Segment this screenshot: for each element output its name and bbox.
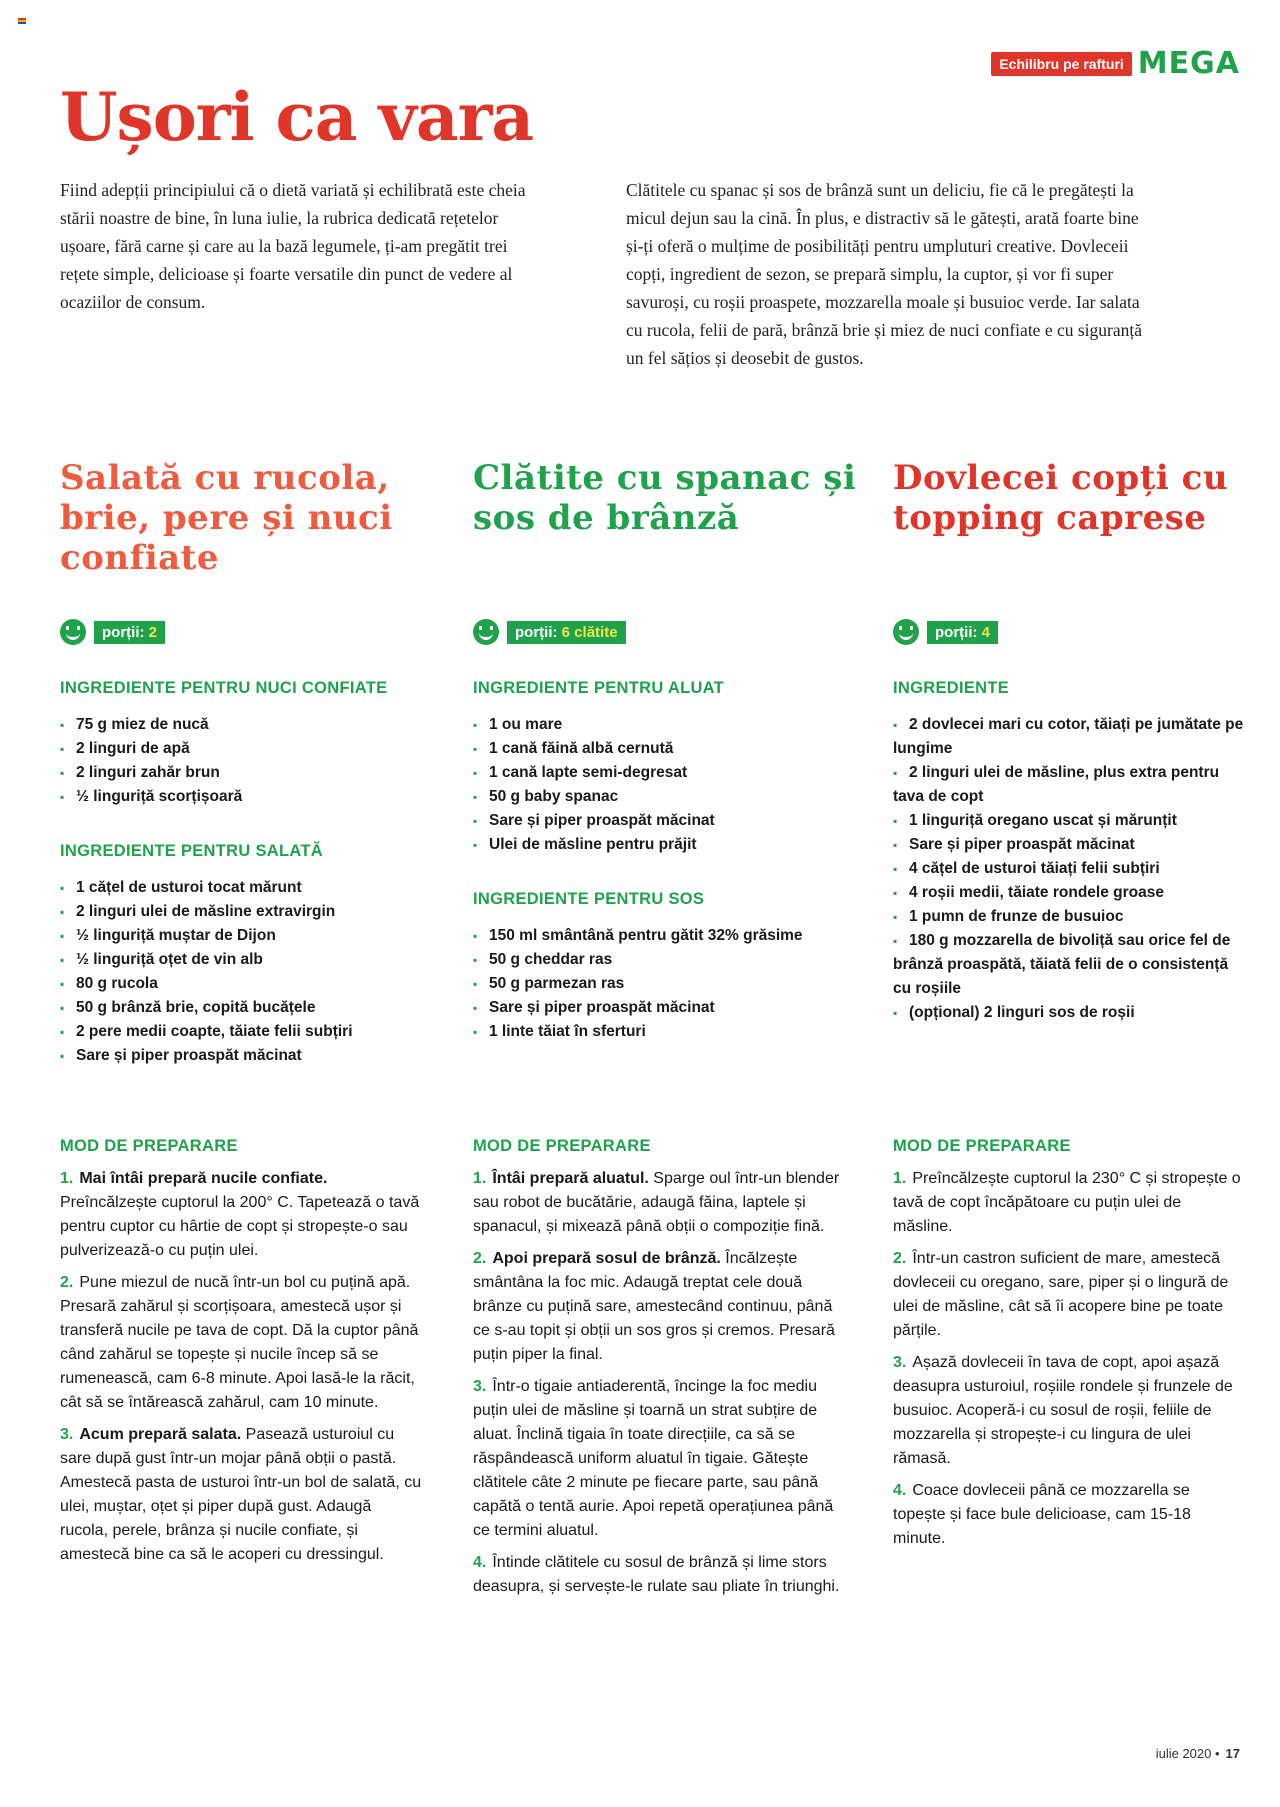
ingredients-heading: INGREDIENTE — [893, 679, 1010, 697]
list-item: ▪ 80 g rucola — [60, 972, 420, 996]
section-tag: Echilibru pe rafturi — [991, 52, 1131, 76]
list-item: ▪ 1 linguriță oregano uscat și mărunțit — [893, 809, 1245, 833]
list-item: ▪ (opțional) 2 linguri sos de roșii — [893, 1001, 1245, 1025]
list-item: ▪ Sare și piper proaspăt măcinat — [473, 809, 863, 833]
list-item: ▪ Sare și piper proaspăt măcinat — [473, 996, 863, 1020]
list-item: ▪ 1 cană lapte semi-degresat — [473, 761, 863, 785]
portion-badge: porții: 4 — [927, 621, 998, 644]
steps-heading: MOD DE PREPARARE — [473, 1137, 651, 1155]
portion-row — [60, 618, 420, 646]
smiley-icon — [473, 619, 499, 645]
list-item: ▪ Sare și piper proaspăt măcinat — [60, 1044, 420, 1068]
list-item: ▪ 1 cățel de usturoi tocat mărunt — [60, 876, 420, 900]
step: 1. Întâi prepară aluatul. Sparge oul într-un blender sau robot de bucătărie, adaugă făina, laptele și spanacul, și mixează până obții o compoziție fină. — [473, 1170, 840, 1235]
list-item: ▪ 2 dovlecei mari cu cotor, tăiați pe jumătate pe lungime — [893, 713, 1245, 761]
recipe-column-3 — [893, 458, 1245, 1025]
step: 2. Pune miezul de nucă într-un bol cu puțină apă. Presară zahărul și scorțișoara, amestecă ușor și transferă nucile pe tava de copt. Dă la cuptor până când zahărul se topește și nucile încep să se rumenească, cam 6-8 minute. Apoi lasă-le la răcit, cât să se întărească zahărul, cam 10 minute. — [60, 1274, 419, 1411]
step: 2. Într-un castron suficient de mare, amestecă dovleceii cu oregano, sare, piper și o lingură de ulei de măsline, cât să îi acopere bine pe toate părțile. — [893, 1250, 1229, 1339]
list-item: ▪ ½ linguriță muștar de Dijon — [60, 924, 420, 948]
list-item: ▪ Sare și piper proaspăt măcinat — [893, 833, 1245, 857]
intro-left: Fiind adepții principiului că o dietă variată și echilibrată este cheia stării noastre de bine, în luna iulie, la rubrica dedicată rețetelor ușoare, fără carne și care au la bază legumele, ți-am pregătit trei rețete simple, delicioase și foarte versatile din punct de vedere al ocaziilor de consum. — [60, 180, 526, 312]
recipe-title: Clătite cu spanac și sos de brânză — [473, 458, 857, 538]
issue-label: iulie 2020 • — [1155, 1746, 1220, 1761]
list-item: ▪ 2 linguri ulei de măsline, plus extra pentru tava de copt — [893, 761, 1245, 809]
steps-heading: MOD DE PREPARARE — [60, 1137, 238, 1155]
list-item: ▪ 1 pumn de frunze de busuioc — [893, 905, 1245, 929]
step: 3. Așază dovleceii în tava de copt, apoi așază deasupra usturoiul, roșiile rondele și frunzele de busuioc. Acoperă-i cu sosul de roșii, feliile de mozzarella și stropește-i cu lingura de ulei rămasă. — [893, 1354, 1233, 1467]
ingredients-list — [60, 876, 420, 1068]
smiley-icon — [893, 619, 919, 645]
recipe-column-2 — [473, 458, 863, 1044]
steps-column-2 — [473, 1132, 843, 1599]
intro-right: Clătitele cu spanac și sos de brânză sunt un deliciu, fie că le pregătești la micul dejun sau la cină. În plus, e distractiv să le gătești, arată foarte bine și-ți oferă o mulțime de posibilități pentru umpluturi creative. Dovleceii copți, ingredient de sezon, se prepară simplu, la cuptor, și vor fi super savuroși, cu roșii proaspete, mozzarella moale și busuioc verde. Iar salata cu rucola, felii de pară, brânză brie și miez de nuci confiate e cu siguranță un fel sățios și deosebit de gustos. — [626, 180, 1143, 368]
steps-column-3 — [893, 1132, 1243, 1551]
portion-badge: porții: 6 clătite — [507, 621, 626, 644]
portion-row — [473, 618, 863, 646]
corner-mark — [18, 18, 26, 24]
step: 1. Mai întâi prepară nucile confiate. Preîncălzește cuptorul la 200° C. Tapetează o tavă pentru cuptor cu hârtie de copt și stropește-o sau pulverizează-o cu puțin ulei. — [60, 1170, 420, 1259]
step: 4. Coace dovleceii până ce mozzarella se topește și face bule delicioase, cam 15-18 minute. — [893, 1482, 1191, 1547]
list-item: ▪ 2 pere medii coapte, tăiate felii subțiri — [60, 1020, 420, 1044]
ingredients-heading: INGREDIENTE PENTRU NUCI CONFIATE — [60, 679, 388, 697]
step: 2. Apoi prepară sosul de brânză. Încălzește smântâna la foc mic. Adaugă treptat cele două brânze cu puțină sare, amestecând continuu, până ce s-au topit și obții un sos gros și cremos. Presară puțin piper la final. — [473, 1250, 835, 1363]
list-item: ▪ 2 linguri ulei de măsline extravirgin — [60, 900, 420, 924]
header-tags — [991, 46, 1240, 81]
list-item: ▪ 50 g baby spanac — [473, 785, 863, 809]
brand-logo: MEGA — [1137, 46, 1240, 81]
list-item: ▪ 50 g cheddar ras — [473, 948, 863, 972]
list-item: ▪ 75 g miez de nucă — [60, 713, 420, 737]
smiley-icon — [60, 619, 86, 645]
list-item: ▪ 2 linguri de apă — [60, 737, 420, 761]
recipe-column-1 — [60, 458, 420, 1068]
list-item: ▪ 50 g brânză brie, copită bucățele — [60, 996, 420, 1020]
ingredients-list — [60, 713, 420, 809]
list-item: ▪ 150 ml smântână pentru gătit 32% grăsime — [473, 924, 863, 948]
step: 4. Întinde clătitele cu sosul de brânză și lime stors deasupra, și servește-le rulate sau pliate în triunghi. — [473, 1554, 840, 1595]
portion-badge: porții: 2 — [94, 621, 165, 644]
page-footer — [1156, 1746, 1240, 1761]
page-title: Ușori ca vara — [60, 78, 534, 156]
step: 3. Într-o tigaie antiaderentă, încinge la foc mediu puțin ulei de măsline și toarnă un strat subțire de aluat. Înclină tigaia în toate direcțiile, ca să se răspândească uniform aluatul în tigaie. Gătește clătitele câte 2 minute pe fiecare parte, sau până capătă o tentă aurie. Apoi repetă operațiunea până ce termini aluatul. — [473, 1378, 834, 1539]
step: 1. Preîncălzește cuptorul la 230° C și stropește o tavă de copt încăpătoare cu puțin ulei de măsline. — [893, 1170, 1241, 1235]
ingredients-heading: INGREDIENTE PENTRU SALATĂ — [60, 842, 323, 860]
ingredients-list — [473, 924, 863, 1044]
list-item: ▪ 2 linguri zahăr brun — [60, 761, 420, 785]
list-item: ▪ 180 g mozzarella de bivoliță sau orice fel de brânză proaspătă, tăiată felii de o consistență cu roșiile — [893, 929, 1245, 1001]
list-item: ▪ 4 cățel de usturoi tăiați felii subțiri — [893, 857, 1245, 881]
steps-column-1 — [60, 1132, 422, 1567]
recipe-title: Salată cu rucola, brie, pere și nuci confiate — [60, 458, 393, 578]
list-item: ▪ 1 linte tăiat în sferturi — [473, 1020, 863, 1044]
portion-row — [893, 618, 1245, 646]
list-item: ▪ 50 g parmezan ras — [473, 972, 863, 996]
list-item: ▪ 1 cană făină albă cernută — [473, 737, 863, 761]
ingredients-heading: INGREDIENTE PENTRU SOS — [473, 890, 705, 908]
ingredients-list — [893, 713, 1245, 1025]
list-item: ▪ 4 roșii medii, tăiate rondele groase — [893, 881, 1245, 905]
ingredients-list — [473, 713, 863, 857]
ingredients-heading: INGREDIENTE PENTRU ALUAT — [473, 679, 725, 697]
step: 3. Acum prepară salata. Pasează usturoiul cu sare după gust într-un mojar până obții o pastă. Amestecă pasta de usturoi într-un bol de salată, cu ulei, muștar, oțet și piper după gust. Adaugă rucola, perele, brânza și nucile confiate, și amestecă bine ca să le acoperi cu dressingul. — [60, 1426, 422, 1563]
list-item: ▪ ½ linguriță oțet de vin alb — [60, 948, 420, 972]
list-item: ▪ ½ linguriță scorțișoară — [60, 785, 420, 809]
recipe-title: Dovlecei copți cu topping caprese — [893, 458, 1229, 538]
page-number: 17 — [1225, 1746, 1240, 1761]
list-item: ▪ Ulei de măsline pentru prăjit — [473, 833, 863, 857]
list-item: ▪ 1 ou mare — [473, 713, 863, 737]
steps-heading: MOD DE PREPARARE — [893, 1137, 1071, 1155]
